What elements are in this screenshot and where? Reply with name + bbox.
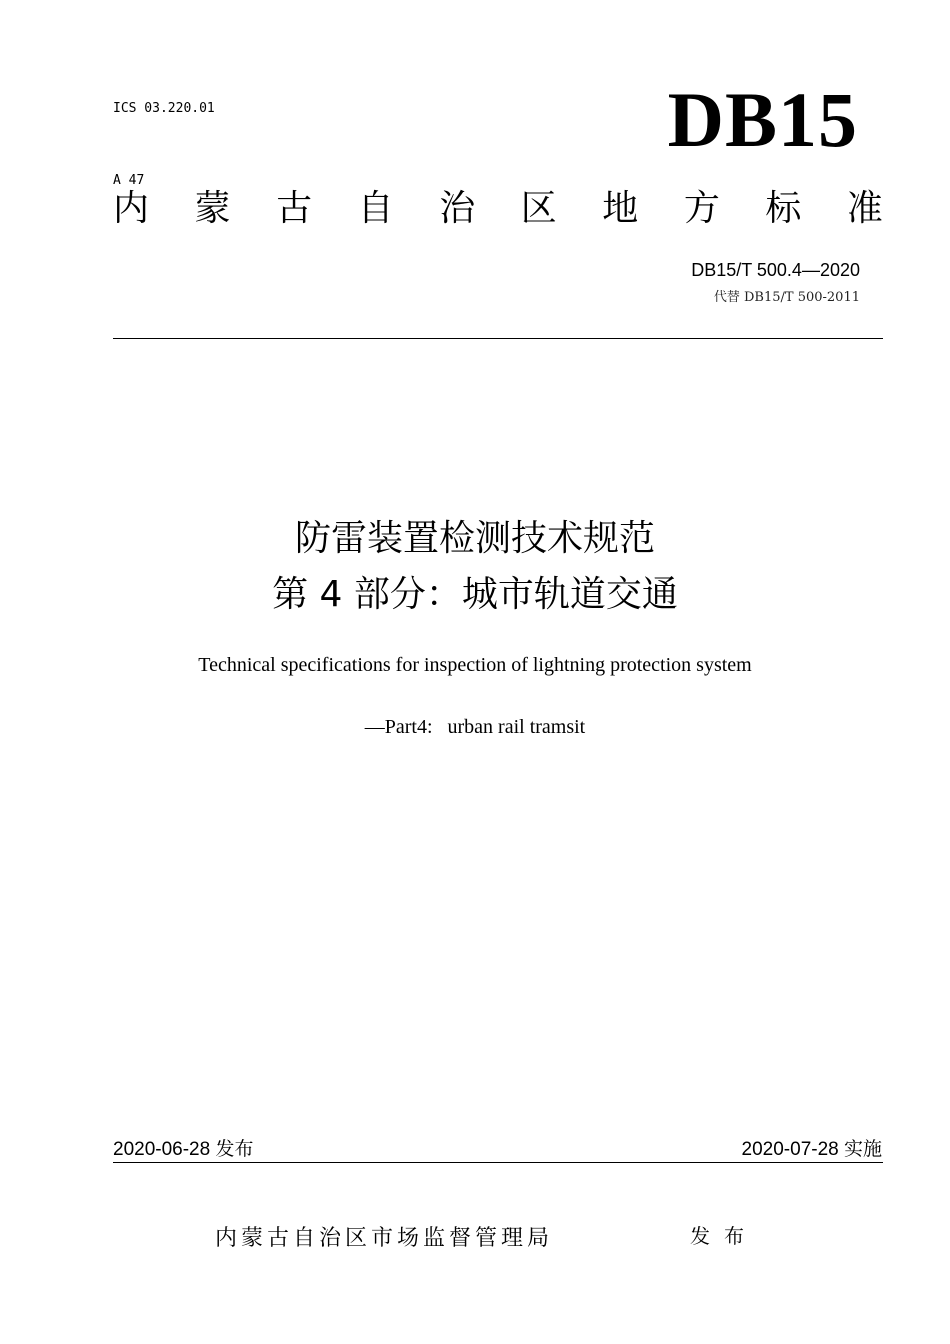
db-code-logo: DB15 bbox=[667, 76, 858, 163]
bottom-divider bbox=[113, 1162, 883, 1163]
ics-code: ICS 03.220.01 bbox=[113, 101, 215, 116]
standard-type-char: 内 bbox=[113, 188, 150, 229]
standard-number: DB15/T 500.4—2020 bbox=[691, 260, 860, 280]
ccs-code: A 47 bbox=[113, 173, 145, 188]
issue-date: 2020-06-28 发布 bbox=[113, 1139, 254, 1160]
standard-type-char: 标 bbox=[765, 188, 802, 229]
standard-type-char: 地 bbox=[602, 188, 639, 229]
standard-type-char: 方 bbox=[683, 188, 720, 229]
standard-type-char: 准 bbox=[846, 188, 883, 229]
standard-type-heading bbox=[113, 186, 883, 232]
standard-type-char: 蒙 bbox=[194, 188, 231, 229]
effective-date: 2020-07-28 实施 bbox=[741, 1139, 882, 1160]
issuing-authority: 内蒙古自治区市场监督管理局 bbox=[215, 1226, 554, 1251]
publish-label: 发布 bbox=[690, 1224, 758, 1248]
replaces-note: 代替 DB15/T 500-2011 bbox=[713, 290, 860, 305]
top-divider bbox=[113, 338, 883, 339]
title-cn-line1: 防雷装置检测技术规范 bbox=[294, 518, 655, 559]
standard-type-char: 古 bbox=[276, 188, 313, 229]
standard-type-char: 区 bbox=[520, 188, 557, 229]
standard-type-char: 自 bbox=[357, 188, 394, 229]
title-en-line2: —Part4: urban rail tramsit bbox=[364, 716, 586, 738]
title-en-line1: Technical specifications for inspection of lightning protection system bbox=[198, 654, 752, 676]
standard-type-char: 治 bbox=[439, 188, 476, 229]
title-cn-line2: 第 4 部分：城市轨道交通 bbox=[272, 574, 678, 615]
